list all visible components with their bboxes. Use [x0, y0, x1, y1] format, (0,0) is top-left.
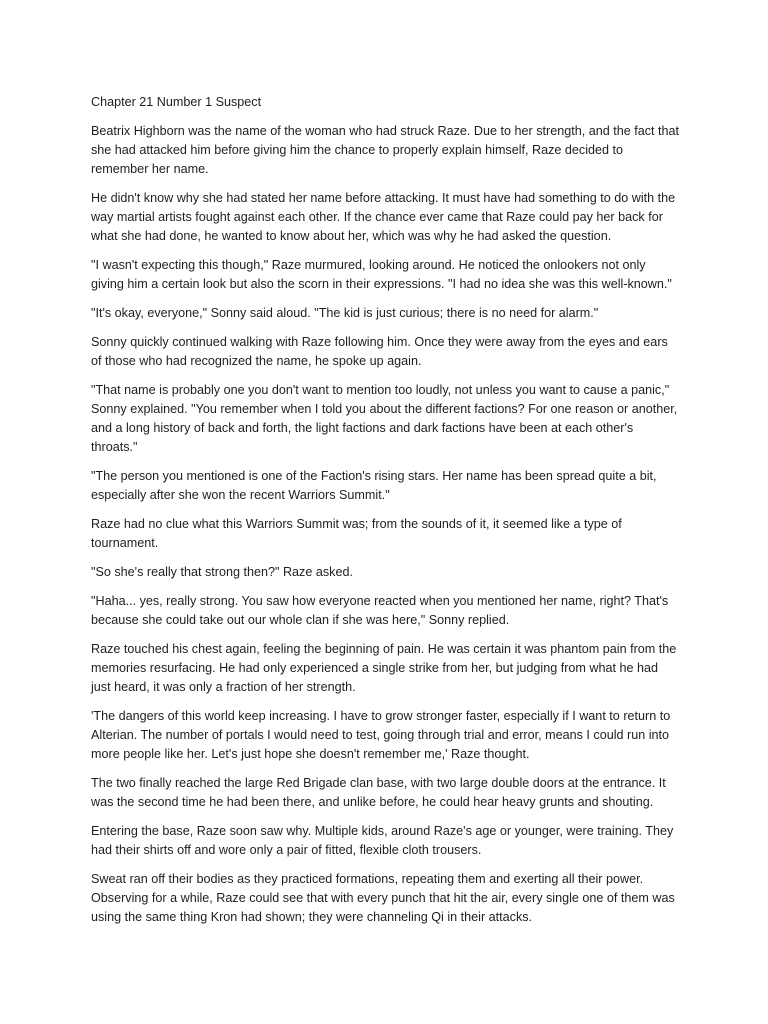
paragraph: "The person you mentioned is one of the Faction's rising stars. Her name has been spread quite a bit, especially after she won the recent Warriors Summit."	[91, 469, 657, 502]
paragraph: "That name is probably one you don't want to mention too loudly, not unless you want to cause a panic," Sonny explained. "You remember when I told you about the different factions? For one reason or another, and a long history of back and forth, the light factions and dark factions have been at each other's throats."	[91, 383, 678, 454]
paragraph: "It's okay, everyone," Sonny said aloud. "The kid is just curious; there is no need for alarm."	[91, 306, 599, 320]
paragraph: Beatrix Highborn was the name of the woman who had struck Raze. Due to her strength, and the fact that she had attacked him before giving him the chance to properly explain himself, Raze decided to remember her name.	[91, 124, 680, 176]
paragraph: 'The dangers of this world keep increasing. I have to grow stronger faster, especially if I want to return to Alterian. The number of portals I would need to test, going through trial and error, means I could run into more people like her. Let's just hope she doesn't remember me,' Raze thought.	[91, 709, 671, 761]
paragraph: "Haha... yes, really strong. You saw how everyone reacted when you mentioned her name, right? That's because she could take out our whole clan if she was here," Sonny replied.	[91, 594, 669, 627]
paragraph: Entering the base, Raze soon saw why. Multiple kids, around Raze's age or younger, were training. They had their shirts off and wore only a pair of fitted, flexible cloth trousers.	[91, 824, 674, 857]
paragraph: "I wasn't expecting this though," Raze murmured, looking around. He noticed the onlookers not only giving him a certain look but also the scorn in their expressions. "I had no idea she was this well-known."	[91, 258, 672, 291]
paragraph: Sweat ran off their bodies as they practiced formations, repeating them and exerting all their power. Observing for a while, Raze could see that with every punch that hit the air, every single one of them was using the same thing Kron had shown; they were channeling Qi in their attacks.	[91, 872, 675, 924]
paragraph: Sonny quickly continued walking with Raze following him. Once they were away from the eyes and ears of those who had recognized the name, he spoke up again.	[91, 335, 668, 368]
document-page	[91, 93, 681, 937]
paragraph: He didn't know why she had stated her name before attacking. It must have had something to do with the way martial artists fought against each other. If the chance ever came that Raze could pay her back for what she had done, he wanted to know about her, which was why he had asked the question.	[91, 191, 676, 243]
paragraph: "So she's really that strong then?" Raze asked.	[91, 565, 353, 579]
chapter-title: Chapter 21 Number 1 Suspect	[91, 95, 262, 109]
paragraph: Raze touched his chest again, feeling the beginning of pain. He was certain it was phantom pain from the memories resurfacing. He had only experienced a single strike from her, but judging from what he had just heard, it was only a fraction of her strength.	[91, 642, 677, 694]
paragraph: The two finally reached the large Red Brigade clan base, with two large double doors at the entrance. It was the second time he had been there, and unlike before, he could hear heavy grunts and shouting.	[91, 776, 666, 809]
paragraph: Raze had no clue what this Warriors Summit was; from the sounds of it, it seemed like a type of tournament.	[91, 517, 622, 550]
